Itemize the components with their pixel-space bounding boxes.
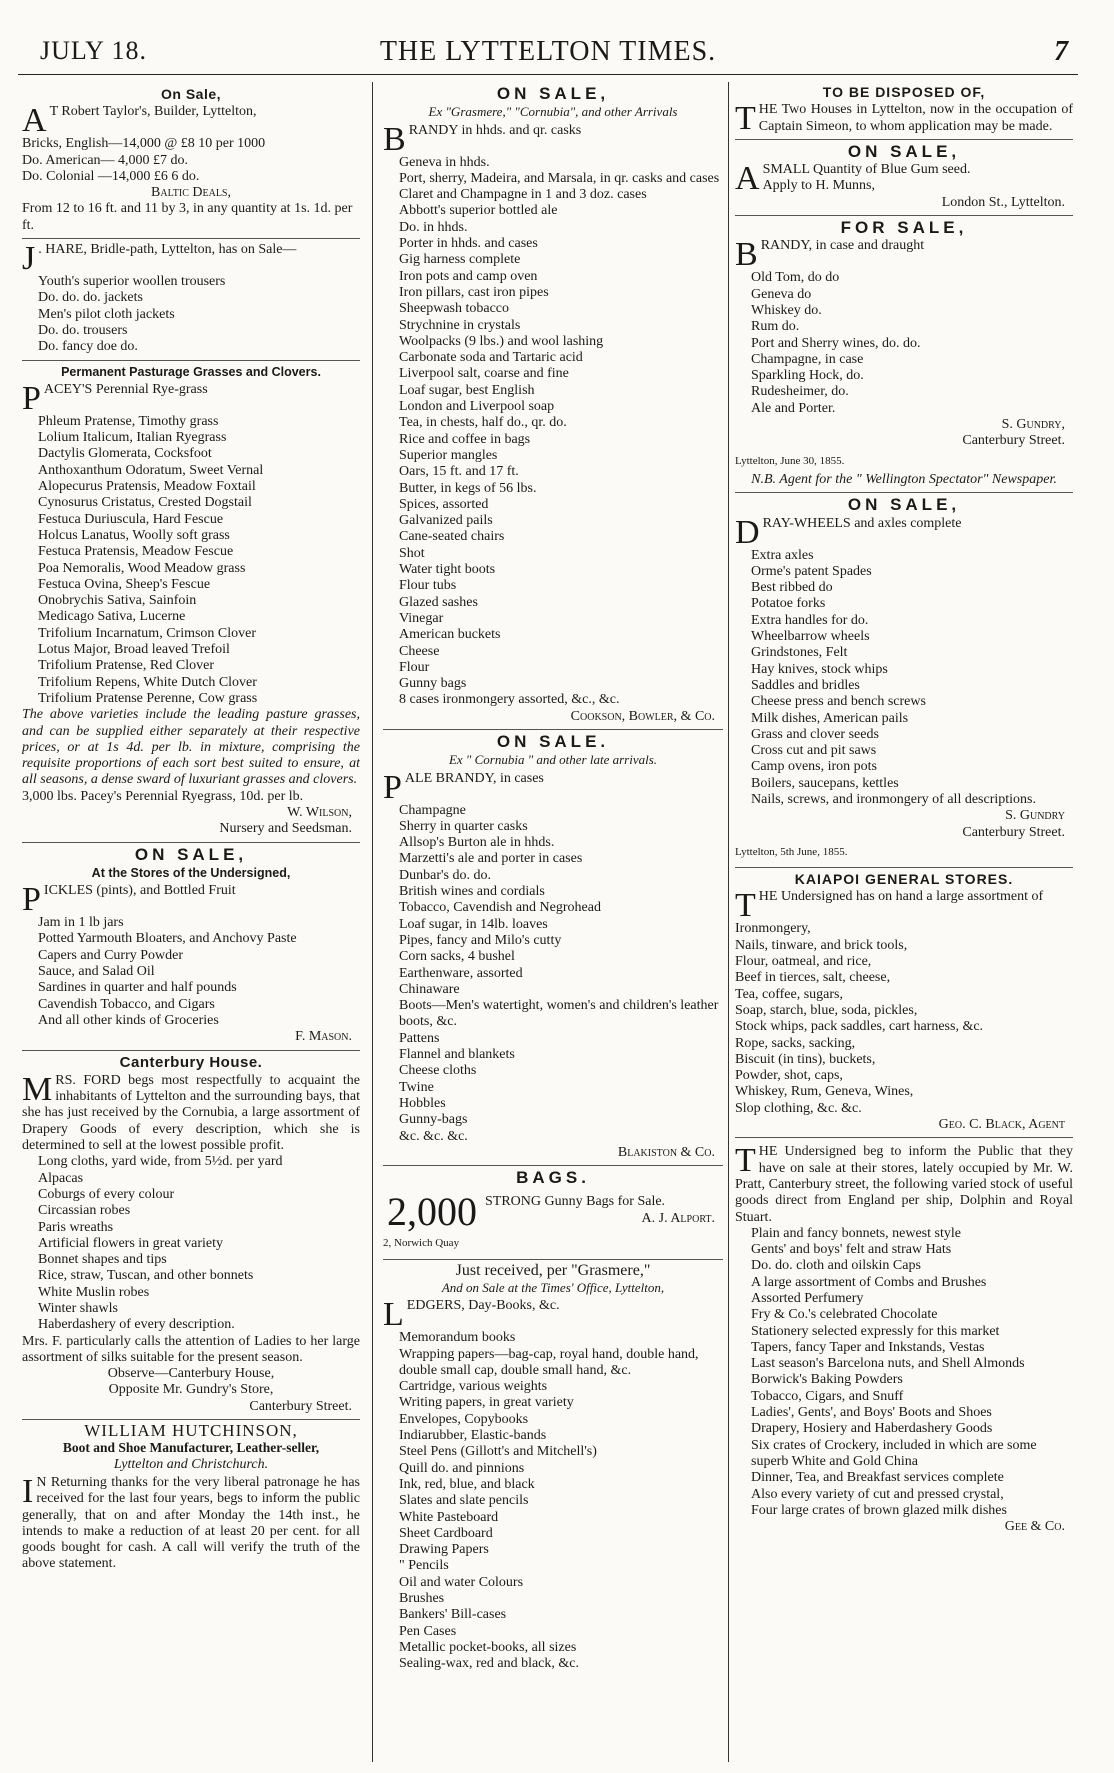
newspaper-title: THE LYTTELTON TIMES. — [379, 36, 717, 67]
list-item: Vinegar — [399, 610, 444, 626]
list-item: Dactylis Glomerata, Cocksfoot — [38, 446, 212, 462]
list-item: Cane-seated chairs — [399, 529, 505, 545]
list-item: Medicago Sativa, Lucerne — [38, 609, 186, 625]
list-item: Milk dishes, American pails — [751, 710, 909, 726]
list-item: Paris wreaths — [38, 1219, 114, 1235]
list-item: Gunny-bags — [399, 1112, 468, 1128]
ad-address: Canterbury Street. — [249, 1398, 352, 1414]
ad-taylor — [22, 86, 360, 239]
list-item: Champagne, in case — [751, 351, 864, 367]
ad-heading: On Sale, — [160, 86, 222, 102]
drop-cap: T — [735, 1142, 756, 1180]
column-divider-2 — [728, 82, 729, 1762]
list-item: Plain and fancy bonnets, newest style — [751, 1225, 961, 1241]
list-item: Ladies', Gents', and Boys' Boots and Shoes — [751, 1405, 992, 1421]
ad-lede: HE Undersigned beg to inform the Public that they have on sale at their stores, lately occupied by Mr. W. Pratt, Canterbury street, the following varied stock of useful goods direct from England per ship, Dolphin and Royal Stuart. — [735, 1144, 1073, 1225]
ad-heading: Permanent Pasturage Grasses and Clovers. — [61, 364, 321, 379]
list-item: Pen Cases — [399, 1623, 457, 1639]
ad-note: The above varieties include the leading pasture grasses, and can be supplied either separately at their respective prices, or at 1s 4d. per lb. in mixture, comprising the requisite proportions of each sort best suited to ensure, at all seasons, a dense sward of luxuriant grasses and clovers. — [22, 707, 360, 788]
list-item: Sparkling Hock, do. — [751, 368, 864, 384]
list-item: Strychnine in crystals — [399, 317, 521, 333]
ad-ford — [22, 1055, 360, 1421]
list-item: Abbott's superior bottled ale — [399, 203, 558, 219]
ad-text: Apply to H. Munns, — [762, 178, 875, 194]
advertiser-trade: Boot and Shoe Manufacturer, Leather-seller, — [62, 1440, 320, 1456]
ad-address: Canterbury Street. — [962, 824, 1065, 840]
list-item: Slates and slate pencils — [399, 1493, 529, 1509]
list-item: Trifolium Pratense, Red Clover — [38, 658, 215, 674]
list-item: Cheese press and bench screws — [751, 694, 926, 710]
list-item: Rope, sacks, sacking, — [735, 1035, 856, 1051]
advertiser-signature: A. J. Alport. — [641, 1210, 715, 1226]
list-item: Wheelbarrow wheels — [751, 629, 870, 645]
list-item: Do. do. trousers — [38, 322, 128, 338]
ad-heading: TO BE DISPOSED OF, — [822, 84, 986, 100]
list-item: Woolpacks (9 lbs.) and wool lashing — [399, 333, 604, 349]
ad-gee — [735, 1144, 1073, 1539]
column-3 — [735, 82, 1073, 1762]
ad-heading: KAIAPOI GENERAL STORES. — [794, 871, 1014, 888]
list-item: Do. do. do. jackets — [38, 290, 143, 306]
ad-heading: Canterbury House. — [119, 1053, 263, 1071]
list-item: Holcus Lanatus, Woolly soft grass — [38, 527, 230, 543]
ad-hutchinson — [22, 1423, 360, 1577]
ad-address: London St., Lyttelton. — [941, 194, 1065, 210]
ad-gundry-ironmongery — [735, 497, 1073, 868]
list-item: Sardines in quarter and half pounds — [38, 980, 237, 996]
ad-subheading: And on Sale at the Times' Office, Lyttelton, — [441, 1280, 665, 1295]
list-item: Water tight boots — [399, 562, 496, 578]
list-item: Haberdashery of every description. — [38, 1317, 235, 1333]
ad-lede: RANDY in hhds. and qr. casks — [408, 122, 582, 138]
list-item: Sealing-wax, red and black, &c. — [399, 1656, 579, 1672]
list-item: Nails, tinware, and brick tools, — [735, 937, 908, 953]
drop-cap: A — [22, 102, 47, 140]
list-item: 8 cases ironmongery assorted, &c., &c. — [399, 692, 620, 708]
advertiser-signature: F. Mason. — [295, 1029, 352, 1045]
list-item: Ink, red, blue, and black — [399, 1476, 535, 1492]
column-divider-1 — [372, 82, 373, 1762]
list-item: Festuca Pratensis, Meadow Fescue — [38, 544, 234, 560]
ad-alport — [383, 1170, 723, 1260]
list-item: Earthenware, assorted — [399, 965, 523, 981]
ad-lede: N Returning thanks for the very liberal patronage he has received for the last four years, begs to inform the public generally, that on and after Monday the 14th inst., he intends to make a reduction of at least 20 per cent. for all goods bought for cash. A call will verify the truth of the above statement. — [22, 1474, 360, 1572]
list-item: Metallic pocket-books, all sizes — [399, 1639, 577, 1655]
list-item: Men's pilot cloth jackets — [38, 306, 175, 322]
drop-cap: I — [22, 1472, 34, 1510]
ad-address: Opposite Mr. Gundry's Store, — [108, 1382, 274, 1398]
list-item: Oars, 15 ft. and 17 ft. — [399, 464, 519, 480]
list-item: Flannel and blankets — [399, 1047, 515, 1063]
list-item: White Muslin robes — [38, 1284, 150, 1300]
ad-lede: ACEY'S Perennial Rye-grass — [43, 381, 208, 397]
price-line: Do. Colonial —14,000 £6 6 do. — [22, 168, 200, 184]
ad-date: Lyttelton, 5th June, 1855. — [735, 845, 848, 858]
list-item: Old Tom, do do — [751, 270, 840, 286]
list-item: Geneva in hhds. — [399, 154, 490, 170]
list-item: Trifolium Incarnatum, Crimson Clover — [38, 625, 257, 641]
list-item: Chinaware — [399, 981, 460, 997]
ad-lede: ALE BRANDY, in cases — [404, 770, 544, 786]
issue-date: JULY 18. — [40, 36, 147, 65]
drop-cap: P — [383, 768, 402, 806]
list-item: Nails, screws, and ironmongery of all descriptions. — [751, 791, 1036, 807]
list-item: Tobacco, Cavendish and Negrohead — [399, 900, 601, 916]
list-item: Fry & Co.'s celebrated Chocolate — [751, 1307, 938, 1323]
list-item: Rudesheimer, do. — [751, 384, 849, 400]
list-item: Winter shawls — [38, 1301, 118, 1316]
ad-subheading: Ex " Cornubia " and other late arrivals. — [448, 752, 658, 768]
advertiser-signature: Geo. C. Black, Agent — [938, 1117, 1065, 1133]
drop-cap: B — [735, 236, 758, 274]
list-item: Alopecurus Pratensis, Meadow Foxtail — [38, 479, 256, 495]
ad-lede: T Robert Taylor's, Builder, Lyttelton, — [49, 104, 257, 120]
advertiser-signature: S. Gundry, — [1001, 417, 1065, 433]
list-item: Phleum Pratense, Timothy grass — [38, 413, 219, 429]
list-item: Capers and Curry Powder — [38, 947, 184, 963]
ad-lede: RANDY, in case and draught — [760, 238, 925, 254]
list-item: Tobacco, Cigars, and Snuff — [751, 1388, 904, 1404]
list-item: Glazed sashes — [399, 594, 478, 610]
list-item: Grass and clover seeds — [751, 726, 879, 742]
list-item: Claret and Champagne in 1 and 3 doz. cases — [399, 187, 647, 203]
list-item: Galvanized pails — [399, 513, 493, 529]
list-item: And all other kinds of Groceries — [38, 1012, 219, 1028]
ad-subheading: At the Stores of the Undersigned, — [91, 865, 291, 880]
list-item: Tea, coffee, sugars, — [735, 986, 843, 1002]
list-item: Tea, in chests, half do., qr. do. — [399, 415, 567, 431]
list-item: British wines and cordials — [399, 884, 545, 900]
ad-text: From 12 to 16 ft. and 11 by 3, in any quantity at 1s. 1d. per ft. — [22, 201, 353, 233]
list-item: Borwick's Baking Powders — [751, 1372, 903, 1388]
ad-note: Mrs. F. particularly calls the attention of Ladies to her large assortment of silks suitable for the present season. — [22, 1333, 360, 1365]
list-item: Liverpool salt, coarse and fine — [399, 366, 569, 382]
ad-heading: BAGS. — [516, 1168, 590, 1188]
ad-subheading: Baltic Deals, — [151, 185, 231, 201]
list-item: Drapery, Hosiery and Haberdashery Goods — [751, 1421, 993, 1437]
list-item: Stock whips, pack saddles, cart harness, &c. — [735, 1019, 984, 1035]
ad-lede: EDGERS, Day-Books, &c. — [406, 1298, 560, 1314]
list-item: Trifolium Pratense Perenne, Cow grass — [38, 690, 258, 706]
list-item: Cynosurus Cristatus, Crested Dogstail — [38, 495, 252, 511]
list-item: Festuca Duriuscula, Hard Fescue — [38, 511, 224, 527]
list-item: Flour — [399, 659, 430, 675]
list-item: Cheese — [399, 643, 440, 659]
ad-lede: HE Two Houses in Lyttelton, now in the occupation of Captain Simeon, to whom application may be made. — [758, 102, 1073, 134]
ad-heading: Just received, per "Grasmere," — [455, 1261, 651, 1279]
list-item: Pipes, fancy and Milo's cutty — [399, 932, 562, 948]
ad-grasses — [22, 364, 360, 843]
list-item: Potatoe forks — [751, 596, 826, 612]
list-item: Memorandum books — [399, 1330, 516, 1346]
list-item: Cross cut and pit saws — [751, 743, 877, 759]
list-item: Extra handles for do. — [751, 612, 869, 628]
ad-lede: SMALL Quantity of Blue Gum seed. — [762, 162, 971, 178]
list-item: Superior mangles — [399, 447, 498, 463]
column-1 — [22, 82, 360, 1762]
list-item: Best ribbed do — [751, 580, 833, 596]
masthead-rule — [18, 74, 1078, 75]
list-item: Porter in hhds. and cases — [399, 236, 538, 252]
page-number: 7 — [1054, 36, 1068, 67]
list-item: Jam in 1 lb jars — [38, 915, 124, 931]
list-item: Coburgs of every colour — [38, 1186, 175, 1202]
list-item: Iron pillars, cast iron pipes — [399, 284, 549, 300]
list-item: Saddles and bridles — [751, 677, 860, 693]
list-item: &c. &c. &c. — [399, 1128, 468, 1144]
drop-cap: B — [383, 120, 406, 158]
list-item: Bonnet shapes and tips — [38, 1252, 167, 1268]
list-item: Sherry in quarter casks — [399, 818, 528, 834]
advertiser-signature: S. Gundry — [1005, 808, 1065, 824]
ad-address: 2, Norwich Quay — [383, 1237, 460, 1250]
list-item: Whiskey, Rum, Geneva, Wines, — [735, 1084, 914, 1100]
list-item: White Pasteboard — [399, 1509, 499, 1525]
list-item: Do. fancy doe do. — [38, 339, 138, 355]
list-item: Oil and water Colours — [399, 1574, 524, 1590]
column-2 — [383, 82, 723, 1762]
list-item: Hay knives, stock whips — [751, 661, 888, 677]
list-item: Four large crates of brown glazed milk dishes — [751, 1502, 1007, 1518]
list-item: Gig harness complete — [399, 252, 521, 268]
list-item: Sheepwash tobacco — [399, 301, 510, 317]
price-line: Bricks, English—14,000 @ £8 10 per 1000 — [22, 136, 266, 152]
list-item: Butter, in kegs of 56 lbs. — [399, 480, 537, 496]
ad-simeon — [735, 84, 1073, 140]
list-item: A large assortment of Combs and Brushes — [751, 1274, 987, 1290]
list-item: Quill do. and pinnions — [399, 1460, 525, 1476]
list-item: Geneva do — [751, 286, 812, 302]
list-item: Gunny bags — [399, 676, 467, 692]
ad-lede: ICKLES (pints), and Bottled Fruit — [43, 883, 236, 899]
list-item: Extra axles — [751, 547, 814, 563]
list-item: Do. do. cloth and oilskin Caps — [751, 1258, 921, 1274]
ad-heading: FOR SALE, — [840, 218, 968, 238]
ad-note: N.B. Agent for the " Wellington Spectator" Newspaper. — [751, 471, 1057, 487]
list-item: Slop clothing, &c. &c. — [735, 1100, 862, 1116]
list-item: Long cloths, yard wide, from 5½d. per yard — [38, 1154, 283, 1170]
list-item: Beef in tierces, salt, cheese, — [735, 970, 891, 986]
list-item: Corn sacks, 4 bushel — [399, 949, 515, 965]
drop-cap: T — [735, 887, 756, 925]
ad-heading: ON SALE, — [134, 844, 248, 864]
ad-heading: ON SALE, — [847, 141, 961, 161]
list-item: Sauce, and Salad Oil — [38, 964, 155, 980]
list-item: Champagne — [399, 802, 466, 818]
drop-cap: P — [22, 881, 41, 919]
drop-cap: P — [22, 379, 41, 417]
ad-munns — [735, 141, 1073, 216]
list-item: Twine — [399, 1079, 434, 1095]
list-item: Also every variety of cut and pressed crystal, — [751, 1486, 1004, 1502]
ad-lede: RAY-WHEELS and axles complete — [762, 515, 962, 531]
list-item: Boots—Men's watertight, women's and children's leather boots, &c. — [399, 998, 719, 1030]
list-item: Carbonate soda and Tartaric acid — [399, 350, 583, 366]
ad-lede: RS. FORD begs most respectfully to acquaint the inhabitants of Lyttelton and the surrounding bays, that she has just received by the Cornubia, a large assortment of Drapery Goods of every description, which she is determined to sell at the lowest possible profit. — [22, 1072, 360, 1154]
list-item: Youth's superior woollen trousers — [38, 274, 226, 290]
list-item: Camp ovens, iron pots — [751, 759, 877, 775]
ad-kaiapoi — [735, 871, 1073, 1138]
ad-subheading: Ex "Grasmere," "Cornubia", and other Arrivals — [428, 104, 678, 120]
list-item: Last season's Barcelona nuts, and Shell Almonds — [751, 1356, 1025, 1372]
list-item: Biscuit (in tins), buckets, — [735, 1051, 876, 1067]
list-item: Ale and Porter. — [751, 400, 836, 416]
list-item: Circassian robes — [38, 1203, 131, 1219]
list-item: London and Liverpool soap — [399, 399, 555, 415]
list-item: Port, sherry, Madeira, and Marsala, in qr. casks and cases — [399, 170, 720, 186]
list-item: Boilers, saucepans, kettles — [751, 775, 899, 791]
list-item: Indiarubber, Elastic-bands — [399, 1428, 547, 1444]
list-item: Brushes — [399, 1591, 445, 1607]
ad-mason — [22, 844, 360, 1051]
advertiser-signature: Gee & Co. — [1004, 1519, 1065, 1535]
drop-cap: D — [735, 513, 760, 551]
list-item: American buckets — [399, 627, 501, 643]
ad-lede: HE Undersigned has on hand a large assortment of — [758, 889, 1044, 905]
list-item: Hobbles — [399, 1095, 446, 1111]
list-item: Trifolium Repens, White Dutch Clover — [38, 674, 257, 690]
ad-gundry-brandy — [735, 220, 1073, 493]
list-item: Flour tubs — [399, 578, 457, 594]
list-item: Potted Yarmouth Bloaters, and Anchovy Paste — [38, 931, 297, 947]
list-item: Iron pots and camp oven — [399, 268, 538, 284]
list-item: Orme's patent Spades — [751, 563, 872, 579]
ad-location: Lyttelton and Christchurch. — [113, 1456, 269, 1472]
list-item: Wrapping papers—bag-cap, royal hand, double hand, double small cap, double small hand, &c. — [399, 1346, 699, 1378]
drop-cap: A — [735, 160, 760, 198]
list-item: Rice and coffee in bags — [399, 431, 531, 447]
ad-text: STRONG Gunny Bags for Sale. — [485, 1194, 666, 1210]
list-item: Dunbar's do. do. — [399, 867, 491, 883]
ad-cookson — [383, 86, 723, 730]
advertiser-signature: W. Wilson, — [287, 804, 352, 820]
list-item: Powder, shot, caps, — [735, 1068, 843, 1084]
list-item: Cartridge, various weights — [399, 1379, 548, 1395]
list-item: Port and Sherry wines, do. do. — [751, 335, 921, 351]
list-item: Tapers, fancy Taper and Inkstands, Vestas — [751, 1339, 985, 1355]
ad-date: Lyttelton, June 30, 1855. — [735, 454, 845, 467]
list-item: Dinner, Tea, and Breakfast services complete — [751, 1470, 1004, 1486]
list-item: Spices, assorted — [399, 496, 489, 512]
list-item: Artificial flowers in great variety — [38, 1235, 224, 1251]
list-item: Festuca Ovina, Sheep's Fescue — [38, 576, 211, 592]
list-item: Shot — [399, 545, 425, 561]
advertiser-signature: Blakiston & Co. — [617, 1144, 715, 1160]
ad-lede: . HARE, Bridle-path, Lyttelton, has on Sale— — [38, 242, 297, 258]
drop-cap: L — [383, 1296, 404, 1334]
price-line: Do. American— 4,000 £7 do. — [22, 152, 189, 168]
ad-heading: ON SALE, — [496, 84, 610, 103]
list-item: Alpacas — [38, 1170, 84, 1186]
quantity-figure: 2,000 — [387, 1189, 477, 1235]
list-item: Allsop's Burton ale in hhds. — [399, 835, 555, 851]
list-item: Do. in hhds. — [399, 219, 468, 235]
list-item: Envelopes, Copybooks — [399, 1411, 529, 1427]
list-item: Anthoxanthum Odoratum, Sweet Vernal — [38, 462, 264, 478]
ad-text: 3,000 lbs. Pacey's Perennial Ryegrass, 10d. per lb. — [22, 788, 304, 804]
drop-cap: T — [735, 100, 756, 138]
drop-cap: J — [22, 240, 36, 278]
list-item: Poa Nemoralis, Wood Meadow grass — [38, 560, 246, 576]
ad-blakiston — [383, 731, 723, 1166]
list-item: Writing papers, in great variety — [399, 1395, 574, 1411]
list-item: Onobrychis Sativa, Sainfoin — [38, 593, 197, 609]
drop-cap: M — [22, 1070, 53, 1108]
list-item: Loaf sugar, best English — [399, 382, 535, 398]
list-item: Steel Pens (Gillott's and Mitchell's) — [399, 1444, 597, 1460]
list-item: Sheet Cardboard — [399, 1525, 493, 1541]
list-item: Assorted Perfumery — [751, 1291, 864, 1306]
ad-address: Canterbury Street. — [962, 433, 1065, 449]
list-item: Lotus Major, Broad leaved Trefoil — [38, 642, 230, 658]
list-item: Whiskey do. — [751, 302, 822, 318]
ad-times-office — [383, 1263, 723, 1677]
list-item: Ironmongery, — [735, 921, 811, 937]
list-item: Rum do. — [751, 319, 800, 335]
list-item: Lolium Italicum, Italian Ryegrass — [38, 430, 227, 446]
list-item: Bankers' Bill-cases — [399, 1607, 507, 1623]
list-item: Gents' and boys' felt and straw Hats — [751, 1242, 952, 1258]
advertiser-signature: Cookson, Bowler, & Co. — [570, 708, 715, 724]
list-item: Grindstones, Felt — [751, 645, 848, 661]
advertiser-trade: Nursery and Seedsman. — [219, 821, 352, 837]
ad-heading: ON SALE. — [496, 731, 610, 751]
list-item: Stationery selected expressly for this market — [751, 1323, 1000, 1339]
list-item: Flour, oatmeal, and rice, — [735, 954, 872, 970]
list-item: Pattens — [399, 1030, 440, 1046]
list-item: Cheese cloths — [399, 1063, 477, 1079]
ad-heading: ON SALE, — [847, 495, 961, 515]
masthead — [18, 28, 1078, 74]
list-item: Six crates of Crockery, included in which are some superb White and Gold China — [751, 1437, 1037, 1469]
advertiser-name: WILLIAM HUTCHINSON, — [84, 1421, 298, 1441]
ad-hare — [22, 242, 360, 360]
list-item: Rice, straw, Tuscan, and other bonnets — [38, 1268, 254, 1284]
list-item: Soap, starch, blue, soda, pickles, — [735, 1002, 918, 1018]
list-item: Cavendish Tobacco, and Cigars — [38, 996, 215, 1012]
list-item: Drawing Papers — [399, 1542, 489, 1558]
list-item: " Pencils — [399, 1558, 449, 1574]
ad-address: Observe—Canterbury House, — [107, 1366, 275, 1382]
list-item: Loaf sugar, in 14lb. loaves — [399, 916, 548, 932]
list-item: Marzetti's ale and porter in cases — [399, 851, 583, 867]
